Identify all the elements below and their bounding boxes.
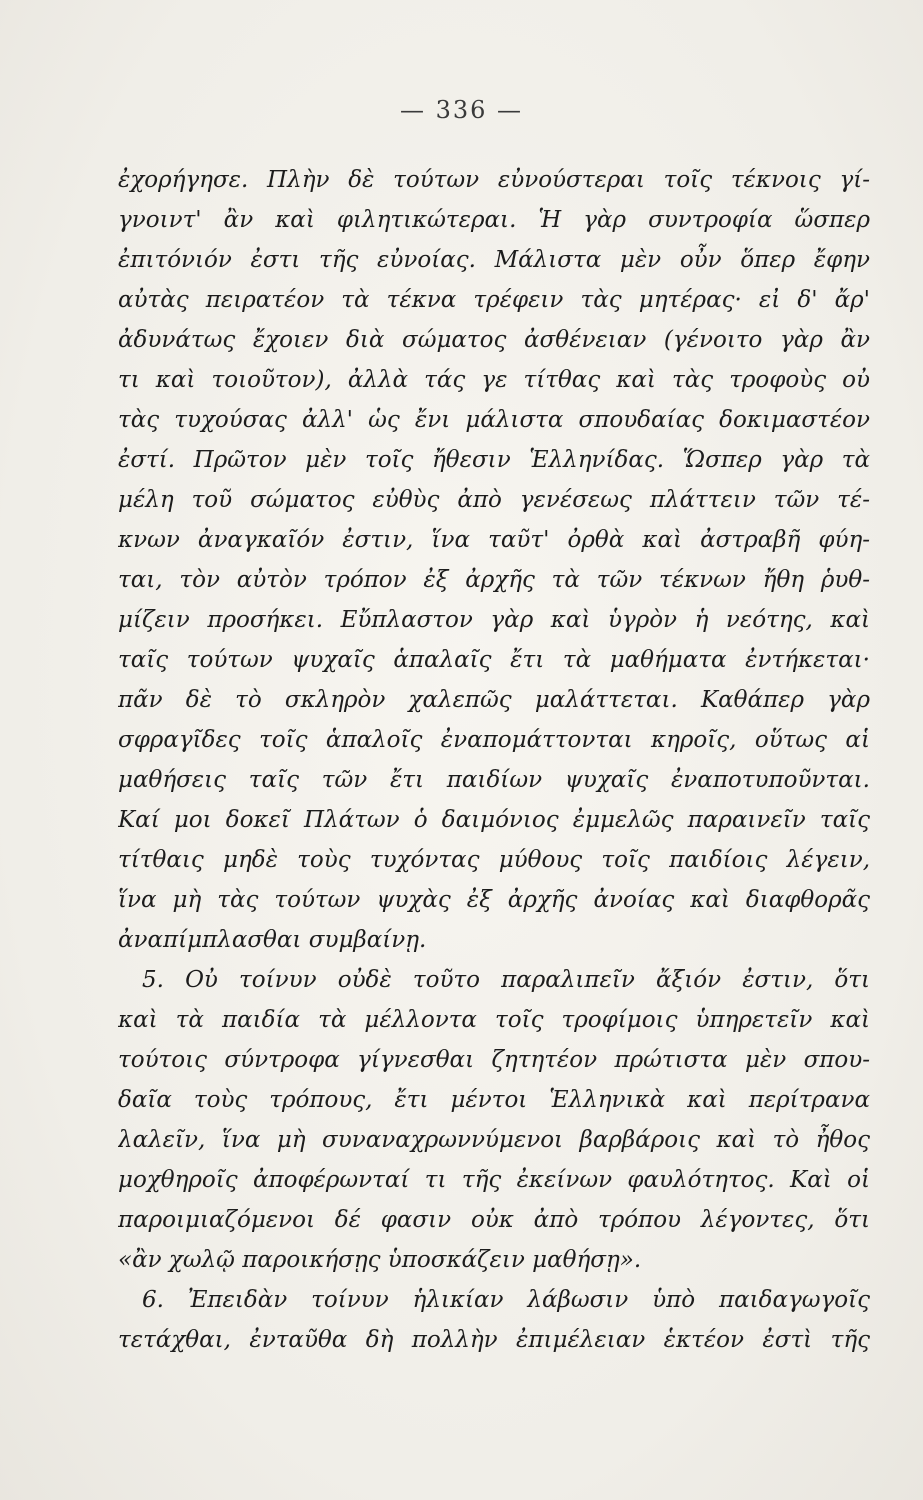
text-line: τὰς τυχούσας ἀλλ' ὡς ἔνι μάλιστα σπουδαίας δοκιμαστέον — [118, 407, 870, 433]
text-line: ταῖς τούτων ψυχαῖς ἁπαλαῖς ἔτι τὰ μαθήματα ἐντήκεται· — [118, 647, 870, 673]
text-line: δαῖα τοὺς τρόπους, ἔτι μέντοι Ἑλληνικὰ καὶ περίτρανα — [118, 1087, 870, 1113]
text-line: καὶ τὰ παιδία τὰ μέλλοντα τοῖς τροφίμοις ὑπηρετεῖν καὶ — [118, 1007, 870, 1033]
text-line: τίτθαις μηδὲ τοὺς τυχόντας μύθους τοῖς παιδίοις λέγειν, — [118, 847, 870, 873]
page-number: — 336 — — [399, 96, 524, 124]
text-line: «ἂν χωλῷ παροικήσῃς ὑποσκάζειν μαθήσῃ». — [118, 1247, 642, 1273]
text-line: ἐχορήγησε. Πλὴν δὲ τούτων εὐνούστεραι τοῖς τέκνοις γί- — [118, 167, 870, 193]
text-line: μίζειν προσήκει. Εὔπλαστον γὰρ καὶ ὑγρὸν ἡ νεότης, καὶ — [118, 607, 870, 633]
text-line: Καί μοι δοκεῖ Πλάτων ὁ δαιμόνιος ἐμμελῶς παραινεῖν ταῖς — [118, 807, 870, 833]
text-line: μέλη τοῦ σώματος εὐθὺς ἀπὸ γενέσεως πλάττειν τῶν τέ- — [118, 487, 870, 513]
paragraph-start-line: 5. Οὐ τοίνυν οὐδὲ τοῦτο παραλιπεῖν ἄξιόν ἐστιν, ὅτι — [142, 967, 870, 993]
text-line: ἐπιτόνιόν ἐστι τῆς εὐνοίας. Μάλιστα μὲν οὖν ὅπερ ἔφην — [118, 247, 870, 273]
text-line: ἀναπίμπλασθαι συμβαίνῃ. — [118, 927, 427, 953]
text-line: λαλεῖν, ἵνα μὴ συναναχρωννύμενοι βαρβάροις καὶ τὸ ἦθος — [118, 1127, 870, 1153]
text-line: παροιμιαζόμενοι δέ φασιν οὐκ ἀπὸ τρόπου λέγοντες, ὅτι — [118, 1207, 870, 1233]
text-line: ἐστί. Πρῶτον μὲν τοῖς ἤθεσιν Ἑλληνίδας. Ὥσπερ γὰρ τὰ — [118, 447, 870, 473]
text-line: γνοιντ' ἂν καὶ φιλητικώτεραι. Ἡ γὰρ συντροφία ὥσπερ — [118, 207, 870, 233]
text-line: ἵνα μὴ τὰς τούτων ψυχὰς ἐξ ἀρχῆς ἀνοίας καὶ διαφθορᾶς — [118, 887, 870, 913]
text-line: ἀδυνάτως ἔχοιεν διὰ σώματος ἀσθένειαν (γένοιτο γὰρ ἂν — [118, 327, 870, 353]
body-text — [118, 160, 870, 1360]
text-line: κνων ἀναγκαῖόν ἐστιν, ἵνα ταῦτ' ὀρθὰ καὶ ἀστραβῆ φύη- — [118, 527, 870, 553]
text-line: αὐτὰς πειρατέον τὰ τέκνα τρέφειν τὰς μητέρας· εἰ δ' ἄρ' — [118, 287, 870, 313]
text-line: τι καὶ τοιοῦτον), ἀλλὰ τάς γε τίτθας καὶ τὰς τροφοὺς οὐ — [118, 367, 870, 393]
paragraph-start-line: 6. Ἐπειδὰν τοίνυν ἡλικίαν λάβωσιν ὑπὸ παιδαγωγοῖς — [142, 1287, 870, 1313]
text-line: σφραγῖδες τοῖς ἁπαλοῖς ἐναπομάττονται κηροῖς, οὕτως αἱ — [118, 727, 870, 753]
text-line: ται, τὸν αὐτὸν τρόπον ἐξ ἀρχῆς τὰ τῶν τέκνων ἤθη ῥυθ- — [118, 567, 870, 593]
text-line: τετάχθαι, ἐνταῦθα δὴ πολλὴν ἐπιμέλειαν ἑκτέον ἐστὶ τῆς — [118, 1327, 870, 1353]
text-line: μοχθηροῖς ἀποφέρωνταί τι τῆς ἐκείνων φαυλότητος. Καὶ οἱ — [118, 1167, 870, 1193]
text-line: τούτοις σύντροφα γίγνεσθαι ζητητέον πρώτιστα μὲν σπου- — [118, 1047, 870, 1073]
text-line: μαθήσεις ταῖς τῶν ἔτι παιδίων ψυχαῖς ἐναποτυποῦνται. — [118, 767, 870, 793]
text-line: πᾶν δὲ τὸ σκληρὸν χαλεπῶς μαλάττεται. Καθάπερ γὰρ — [118, 687, 870, 713]
